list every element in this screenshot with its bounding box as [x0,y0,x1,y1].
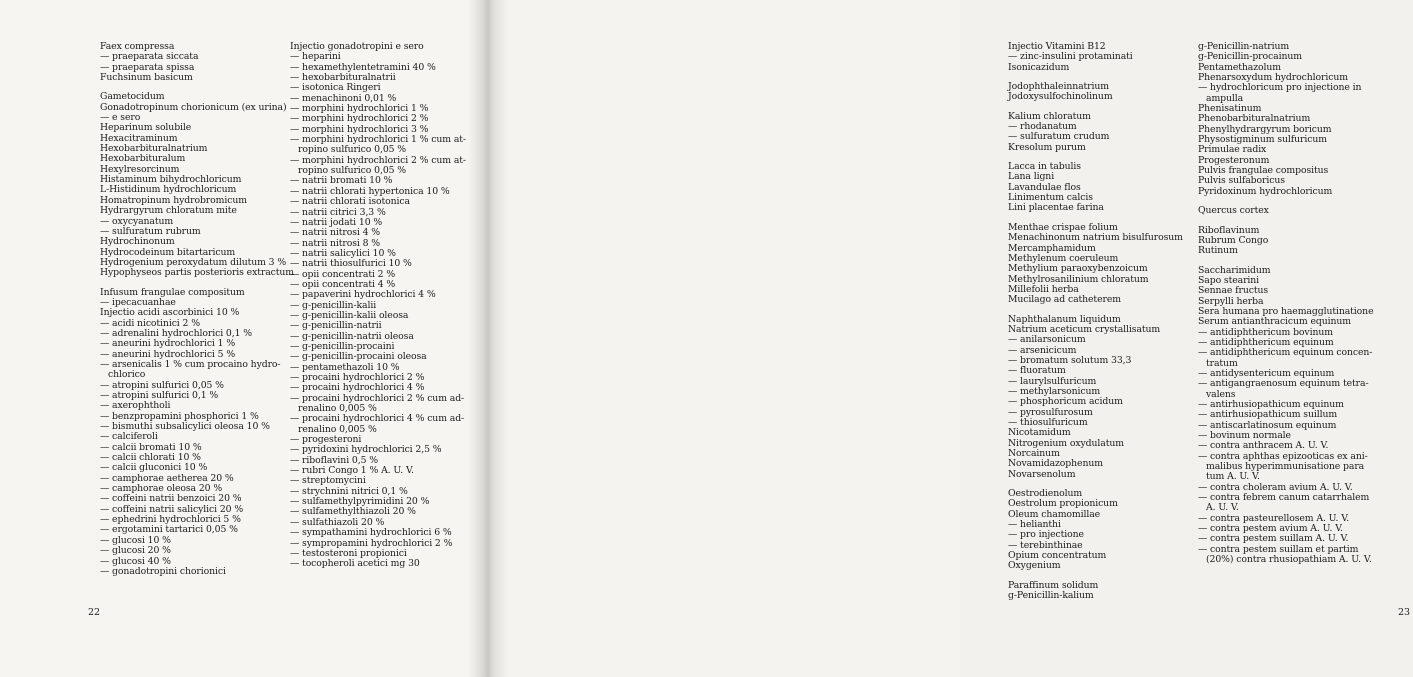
index-entry: — arsenicicum [1008,344,1077,356]
index-entry: — sulfamethylpyrimidini 20 % [290,496,430,508]
index-entry: — opii concentrati 4 % [290,278,396,290]
index-entry: Lini placentae farina [1008,202,1104,214]
index-entry: Sennae fructus [1198,285,1269,297]
index-entry: — benzpropamini phosphorici 1 % [100,410,259,422]
index-entry: — thiosulfuricum [1008,417,1088,428]
right-page-column-1 [1008,42,1198,602]
index-entry: — calcii gluconici 10 % [100,462,208,474]
index-entry: — pentamethazoli 10 % [290,361,400,373]
index-entry: g-Penicillin-kalium [1008,590,1094,602]
index-entry: Sera humana pro haemagglutinatione [1198,305,1374,317]
index-entry: — isotonica Ringeri [290,82,381,94]
index-entry: — ipecacuanhae [100,296,176,308]
index-entry: — sulfathiazoli 20 % [290,516,385,528]
index-entry: — sulfuratum crudum [1008,131,1110,143]
index-entry: — morphini hydrochlorici 1 % [290,103,429,115]
index-entry: — opii concentrati 2 % [290,268,396,280]
index-entry: — g-penicillin-natrii oleosa [290,330,414,342]
index-entry: — pyridoxini hydrochlorici 2,5 % [290,444,442,456]
index-entry: — contra febrem canum catarrhalem [1198,492,1370,504]
index-entry: Novamidazophenum [1008,458,1103,470]
index-entry: — arsenicalis 1 % cum procaino hydro- [100,358,281,370]
index-entry: — morphini hydrochlorici 2 % [290,113,429,125]
book-gutter-shadow [468,0,508,677]
index-entry: — procaini hydrochlorici 4 % cum ad- [290,413,465,425]
index-entry: — praeparata siccata [100,51,199,63]
index-entry: Hydrochinonum [100,236,175,248]
index-entry: g-Penicillin-procainum [1198,51,1302,63]
index-entry: — strychnini nitrici 0,1 % [290,485,408,497]
index-entry: — laurylsulfuricum [1008,375,1097,387]
index-entry: Oxygenium [1008,560,1061,572]
index-entry: — rhodanatum [1008,121,1077,133]
index-entry: — adrenalini hydrochlorici 0,1 % [100,327,253,339]
index-entry-continuation: valens [1206,388,1236,400]
index-entry: Pulvis frangulae compositus [1198,165,1329,177]
index-entry: Faex compressa [100,41,175,52]
index-entry: — methylarsonicum [1008,385,1101,397]
index-entry: — calcii bromati 10 % [100,441,202,453]
index-entry: — contra anthracem A. U. V. [1198,440,1329,452]
left-page-number: 22 [88,607,101,618]
index-entry: — hexobarbituralnatrii [290,72,396,84]
index-entry: Rubrum Congo [1198,234,1269,246]
index-entry: Nicotamidum [1008,427,1071,439]
index-entry: Pentamethazolum [1198,61,1281,73]
index-entry: Serpylli herba [1198,295,1264,307]
index-entry-continuation: renalino 0,005 % [298,403,377,415]
index-entry: — antirhusiopathicum equinum [1198,399,1344,410]
index-entry-continuation: tratum [1206,357,1238,369]
index-entry: — antiscarlatinosum equinum [1198,419,1337,431]
index-entry: — natrii salicylici 10 % [290,247,396,259]
index-entry: Jodophthaleinnatrium [1008,81,1110,93]
index-entry: Menachinonum natrium bisulfurosum [1008,232,1183,244]
index-entry-continuation: chlorico [108,369,146,381]
index-entry: — praeparata spissa [100,61,195,73]
index-entry: — morphini hydrochlorici 2 % cum at- [290,154,466,166]
index-entry: — ephedrini hydrochlorici 5 % [100,514,241,526]
index-entry: — natrii citrici 3,3 % [290,206,386,218]
index-entry: Phenarsoxydum hydrochloricum [1198,72,1348,84]
index-entry-continuation: renalino 0,005 % [298,423,377,435]
left-page-column-1 [100,42,315,577]
index-entry: — aneurini hydrochlorici 5 % [100,348,236,360]
index-entry: — progesteroni [290,434,362,446]
index-entry: — g-penicillin-procaini [290,340,395,352]
index-entry: Physostigminum sulfuricum [1198,134,1327,146]
index-entry: — contra pasteurellosem A. U. V. [1198,512,1350,524]
index-entry: — bovinum normale [1198,430,1291,442]
index-entry: Kresolum purum [1008,141,1086,153]
index-entry: Kalium chloratum [1008,110,1091,122]
index-entry: — hydrochloricum pro injectione in [1198,82,1362,94]
index-entry: — morphini hydrochlorici 1 % cum at- [290,134,466,146]
index-entry: — g-penicillin-procaini oleosa [290,351,427,363]
index-entry: — zinc-insulini protaminati [1008,51,1133,63]
index-entry: Phenylhydrargyrum boricum [1198,123,1332,135]
index-entry: — procaini hydrochlorici 2 % [290,372,425,383]
index-entry: — procaini hydrochlorici 2 % cum ad- [290,392,465,404]
left-page [0,0,480,677]
right-page-number: 23 [1398,607,1411,618]
index-entry: — contra pestem suillam et partim [1198,543,1359,555]
index-entry-continuation: (20%) contra rhusiopathiam A. U. V. [1206,554,1372,566]
index-entry: Pulvis sulfaboricus [1198,175,1285,187]
index-entry: Sapo stearini [1198,274,1260,286]
index-entry: Isonicazidum [1008,61,1070,73]
index-entry: — bromatum solutum 33,3 [1008,354,1132,366]
index-entry: Fuchsinum basicum [100,72,193,84]
index-entry: Injectio acidi ascorbinici 10 % [100,307,240,319]
index-entry: Primulae radix [1198,144,1267,156]
index-entry: — streptomycini [290,475,366,487]
index-entry: Oleum chamomillae [1008,508,1101,520]
index-entry: — contra choleram avium A. U. V. [1198,481,1353,493]
index-entry: — morphini hydrochlorici 3 % [290,123,429,135]
index-entry: Infusum frangulae compositum [100,286,245,298]
index-entry: — natrii thiosulfurici 10 % [290,258,412,270]
index-entry: — anilarsonicum [1008,334,1086,346]
index-entry-continuation: A. U. V. [1206,502,1239,514]
index-entry: — camphorae aetherea 20 % [100,472,234,484]
index-entry: — natrii chlorati hypertonica 10 % [290,185,450,197]
index-entry: — antidiphthericum equinum [1198,336,1334,348]
index-entry: Naphthalanum liquidum [1008,313,1121,325]
index-entry: — oxycyanatum [100,215,174,227]
index-entry: — pyrosulfurosum [1008,406,1093,418]
index-entry: — papaverini hydrochlorici 4 % [290,289,436,301]
index-entry: — natrii nitrosi 8 % [290,237,381,249]
index-entry: Mucilago ad catheterem [1008,294,1121,306]
index-entry: Heparinum solubile [100,122,192,134]
index-entry: — gonadotropini chorionici [100,565,226,577]
index-entry: — contra aphthas epizooticas ex ani- [1198,450,1368,462]
index-entry: — aneurini hydrochlorici 1 % [100,338,236,350]
index-entry: Opium concentratum [1008,550,1107,562]
index-entry: — glucosi 40 % [100,555,171,567]
index-entry: Injectio Vitamini B12 [1008,41,1106,52]
index-entry: Methylium paraoxybenzoicum [1008,263,1148,275]
index-entry: Hexobarbituralum [100,153,186,165]
index-entry: Pyridoxinum hydrochloricum [1198,185,1333,197]
index-entry: Menthae crispae folium [1008,221,1118,233]
index-entry: — heparini [290,51,341,63]
index-entry: Quercus cortex [1198,205,1269,217]
index-entry: Saccharimidum [1198,264,1271,276]
index-entry: — g-penicillin-natrii [290,320,382,332]
index-entry: Hexylresorcinum [100,163,180,175]
right-page [480,0,1411,677]
index-entry: — e sero [100,112,141,124]
index-entry: — coffeini natrii salicylici 20 % [100,503,244,515]
index-entry-continuation: ampulla [1206,92,1244,104]
index-entry-continuation: ropino sulfurico 0,05 % [298,165,407,177]
index-entry: Methylrosanilinium chloratum [1008,273,1149,285]
index-entry: Hypophyseos partis posterioris extractum [100,267,294,279]
index-entry: Histaminum bihydrochloricum [100,174,242,186]
index-entry: — ergotamini tartarici 0,05 % [100,524,238,536]
index-entry: — fluoratum [1008,365,1066,377]
index-entry: — natrii chlorati isotonica [290,196,410,208]
index-entry: Norcainum [1008,448,1060,460]
index-entry: Progesteronum [1198,154,1270,166]
index-entry: — axerophtholi [100,400,171,412]
left-page-column-2 [290,42,480,570]
index-entry: — testosteroni propionici [290,547,407,559]
index-entry: Novarsenolum [1008,468,1076,480]
index-entry: — sympropamini hydrochlorici 2 % [290,537,453,549]
index-entry: Oestrolum propionicum [1008,498,1118,510]
index-entry: Lavandulae flos [1008,181,1081,193]
index-entry: — antidiphthericum bovinum [1198,326,1333,338]
index-entry: — acidi nicotinici 2 % [100,317,200,329]
index-entry: Riboflavinum [1198,224,1260,236]
index-entry: — antidiphthericum equinum concen- [1198,347,1373,359]
index-entry: — sulfamethylthiazoli 20 % [290,506,416,518]
index-entry: Homatropinum hydrobromicum [100,194,247,206]
index-entry: Serum antianthracicum equinum [1198,316,1352,328]
index-entry: — glucosi 10 % [100,534,171,546]
index-entry: Hexobarbituralnatrium [100,143,208,155]
index-entry: — contra pestem avium A. U. V. [1198,523,1344,535]
index-entry: Injectio gonadotropini e sero [290,41,424,52]
index-entry: — calciferoli [100,431,158,443]
index-entry: Phenisatinum [1198,103,1262,115]
index-entry: Millefolii herba [1008,283,1079,295]
index-entry: — sulfuratum rubrum [100,225,201,237]
index-entry: Linimentum calcis [1008,192,1093,204]
index-entry: Gametocidum [100,91,165,103]
index-entry: — phosphoricum acidum [1008,396,1123,408]
index-entry: — bismuthi subsalicylici oleosa 10 % [100,421,270,433]
index-entry: — procaini hydrochlorici 4 % [290,382,425,394]
index-entry: — atropini sulfurici 0,1 % [100,390,219,401]
index-entry: Nitrogenium oxydulatum [1008,437,1124,449]
index-entry: L-Histidinum hydrochloricum [100,184,237,196]
index-entry: — coffeini natrii benzoici 20 % [100,493,242,505]
index-entry: Mercamphamidum [1008,242,1096,254]
index-entry: Lacca in tabulis [1008,161,1081,173]
index-entry: Rutinum [1198,245,1238,257]
index-entry: — antidysentericum equinum [1198,367,1335,379]
index-entry: — contra pestem suillam A. U. V. [1198,533,1349,545]
index-entry: g-Penicillin-natrium [1198,41,1290,52]
index-entry: — g-penicillin-kalii [290,299,377,311]
index-entry: — atropini sulfurici 0,05 % [100,379,224,391]
index-entry: Jodoxysulfochinolinum [1008,91,1113,103]
index-entry: — natrii bromati 10 % [290,175,393,187]
index-entry: Hydrogenium peroxydatum dilutum 3 % [100,256,287,268]
index-entry: Paraffinum solidum [1008,579,1099,591]
index-entry-continuation: malibus hyperimmunisatione para [1206,461,1365,473]
index-entry: — natrii nitrosi 4 % [290,227,381,239]
index-entry-continuation: tum A. U. V. [1206,471,1260,483]
index-entry: Methylenum coeruleum [1008,252,1119,264]
index-entry: — antigangraenosum equinum tetra- [1198,378,1369,390]
index-entry: — glucosi 20 % [100,545,171,557]
index-entry-continuation: ropino sulfurico 0,05 % [298,144,407,156]
index-entry: — terebinthinae [1008,539,1083,551]
index-entry: — g-penicillin-kalii oleosa [290,309,409,321]
index-entry: — riboflavini 0,5 % [290,454,378,466]
index-entry: — pro injectione [1008,529,1084,541]
index-entry: Oestrodienolum [1008,488,1083,500]
index-entry: — natrii jodati 10 % [290,216,383,228]
index-entry: — sympathamini hydrochlorici 6 % [290,527,452,539]
index-entry: Hydrocodeinum bitartaricum [100,246,236,258]
index-entry: Natrium aceticum crystallisatum [1008,323,1161,335]
index-entry: — calcii chlorati 10 % [100,452,201,464]
index-entry: Gonadotropinum chorionicum (ex urina) [100,101,287,113]
index-entry: — tocopheroli acetici mg 30 [290,558,420,570]
index-entry: — rubri Congo 1 % A. U. V. [290,465,414,477]
index-entry: — camphorae oleosa 20 % [100,483,223,495]
index-entry: Hydrargyrum chloratum mite [100,205,237,217]
index-entry: — helianthi [1008,519,1061,531]
index-entry: Phenobarbituralnatrium [1198,113,1311,125]
index-entry: — antirhusiopathicum suillum [1198,409,1338,421]
right-page-column-2 [1198,42,1413,566]
index-entry: — hexamethylentetramini 40 % [290,61,436,73]
index-entry: Hexacitraminum [100,132,178,144]
index-entry: — menachinoni 0,01 % [290,92,397,104]
index-entry: Lana ligni [1008,171,1055,183]
